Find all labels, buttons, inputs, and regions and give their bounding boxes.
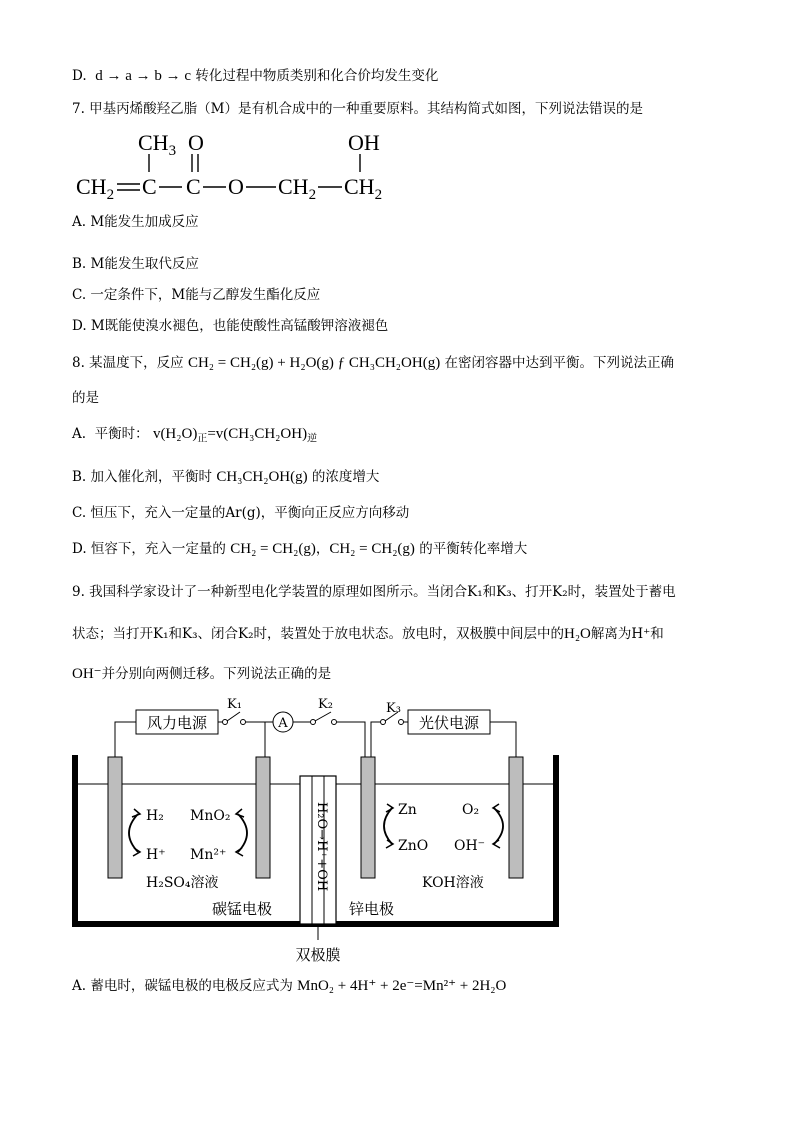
zn-label: Zn <box>398 802 417 818</box>
q8-stem-line2: 的是 <box>72 390 99 406</box>
q8-option-c: C. 恒压下，充入一定量的Ar(g)，平衡向正反应方向移动 <box>72 505 410 521</box>
k2-switch-blade[interactable] <box>315 712 331 721</box>
water-formula: H₂O <box>564 626 591 642</box>
wire-pv-oxygen <box>490 722 516 757</box>
q8-stem <box>72 353 674 373</box>
carbon-2: C <box>186 174 201 199</box>
q8-stem-suffix: 在密闭容器中达到平衡。下列说法正确 <box>444 355 674 371</box>
pv-power-label: 光伏电源 <box>418 714 480 732</box>
option-prefix: B. 加入催化剂，平衡时 <box>72 469 213 485</box>
ch2-middle: $CH_2$ <box>278 174 317 203</box>
ch3-group: $CH_3$ <box>138 130 177 159</box>
q9-line2-suffix: 解离为H⁺和 <box>590 626 664 642</box>
option-prefix: D. 恒容下，充入一定量的 <box>72 541 226 557</box>
option-letter: A. <box>72 426 87 442</box>
k3-label: K₃ <box>386 701 401 716</box>
k1-contact-b <box>241 720 246 725</box>
wire-wind-left <box>115 722 136 757</box>
zn-arrow-head <box>386 804 393 812</box>
hydrogen-electrode <box>108 757 122 878</box>
q7-stem: 7. 甲基丙烯酸羟乙脂（M）是有机合成中的一种重要原料。其结构简式如图，下列说法错误的是 <box>72 101 643 117</box>
hydroxide-formula: OH⁻ <box>72 666 102 682</box>
h2-label: H₂ <box>146 808 164 824</box>
option-text: 转化过程中物质类别和化合价均发生变化 <box>195 68 439 84</box>
forward-subscript: 正 <box>197 433 208 445</box>
k3-contact-b <box>399 720 404 725</box>
ammeter-label: A <box>278 716 288 731</box>
option-suffix: 的平衡转化率增大 <box>419 541 528 557</box>
o2-label: O₂ <box>462 802 480 818</box>
ohminus-arrow-head <box>493 840 500 848</box>
mno2-mn2-arrow <box>238 814 247 852</box>
k1-switch-blade[interactable] <box>227 712 240 721</box>
carbon-manganese-electrode-label: 碳锰电极 <box>212 900 273 918</box>
q7-option-a: A. M能发生加成反应 <box>72 214 199 230</box>
k2-contact-a <box>311 720 316 725</box>
wire-k1-carbon <box>246 722 265 757</box>
mn2-label: Mn²⁺ <box>190 847 227 863</box>
wire-k2-zinc <box>337 722 365 757</box>
reaction-equation: CH₂ = CH₂(g) + H₂O(g) ƒ CH₃CH₂OH(g) <box>187 355 441 371</box>
option-letter: D. <box>72 68 87 84</box>
zinc-electrode <box>361 757 375 878</box>
hydroxyl-group: OH <box>348 130 380 155</box>
q7-option-c: C. 一定条件下，M能与乙醇发生酯化反应 <box>72 287 321 303</box>
carbon-1: C <box>142 174 157 199</box>
ethanol-formula: CH₃CH₂OH(g) <box>216 469 308 485</box>
q9-stem-line2 <box>72 624 664 644</box>
rate-ethanol: =v(CH₃CH₂OH) <box>207 426 308 442</box>
structural-formula <box>72 126 412 206</box>
ethylene-formula-2: CH₂ = CH₂(g) <box>329 541 415 557</box>
q8-option-b <box>72 467 379 487</box>
k3-contact-a <box>381 720 386 725</box>
h2-arrow-head <box>132 809 140 817</box>
option-text: 平衡时： <box>94 426 149 442</box>
hplus-label: H⁺ <box>146 847 166 863</box>
q8-option-a <box>72 424 317 450</box>
h2-hplus-arrow <box>129 814 138 852</box>
q9-stem-line1: 9. 我国科学家设计了一种新型电化学装置的原理如图所示。当闭合K₁和K₃、打开K₂时，装置处于蓄电 <box>72 584 676 600</box>
o2-arrow-head <box>493 804 500 812</box>
ch2-terminal: $CH_2$ <box>76 174 115 203</box>
mno2-label: MnO₂ <box>190 808 231 824</box>
q9-line2-text: 状态；当打开K₁和K₃、闭合K₂时，装置处于放电状态。放电时，双极膜中间层中的 <box>72 626 564 642</box>
q7-option-b: B. M能发生取代反应 <box>72 256 199 272</box>
mn2-arrow-head <box>236 848 243 856</box>
q8-option-d <box>72 539 527 559</box>
carbonyl-oxygen: O <box>188 130 204 155</box>
rate-h2o: v(H₂O) <box>152 426 198 442</box>
koh-solution-label: KOH溶液 <box>422 875 484 891</box>
zno-arrow-head <box>386 840 393 848</box>
zinc-electrode-label: 锌电极 <box>349 900 395 918</box>
mno2-arrow-head <box>236 809 244 817</box>
q7-option-d: D. M既能使溴水褪色，也能使酸性高锰酸钾溶液褪色 <box>72 318 389 334</box>
k2-contact-b <box>332 720 337 725</box>
ethylene-formula-1: CH₂ = CH₂(g) <box>230 541 316 557</box>
conversion-sequence: d → a → b → c <box>95 68 192 84</box>
hplus-arrow-head <box>133 848 140 856</box>
h2so4-solution-label: H₂SO₄溶液 <box>146 875 219 891</box>
q6-option-d <box>72 66 438 86</box>
k1-contact-a <box>223 720 228 725</box>
bipolar-membrane-label: 双极膜 <box>295 946 341 964</box>
electrode-reaction: MnO₂ + 4H⁺ + 2e⁻=Mn²⁺ + 2H₂O <box>297 978 507 994</box>
reverse-subscript: 逆 <box>307 433 318 445</box>
separator: ， <box>315 541 330 557</box>
zn-zno-arrow <box>384 808 392 844</box>
ch2-right: $CH_2$ <box>344 174 383 203</box>
ester-oxygen: O <box>228 174 244 199</box>
option-prefix: A. 蓄电时，碳锰电极的电极反应式为 <box>72 978 293 994</box>
membrane-reaction-label: H₂O→H⁺+OH⁻ <box>314 801 329 899</box>
q9-option-a <box>72 976 506 996</box>
q9-stem-line3 <box>72 664 331 684</box>
oxygen-electrode <box>509 757 523 878</box>
q9-line3-text: 并分别向两侧迁移。下列说法正确的是 <box>101 666 332 682</box>
electrochemical-apparatus <box>66 688 566 973</box>
carbon-manganese-electrode <box>256 757 270 878</box>
o2-ohminus-arrow <box>494 808 503 844</box>
zno-label: ZnO <box>398 838 429 854</box>
k1-label: K₁ <box>227 697 242 712</box>
ohminus-label: OH⁻ <box>454 838 486 854</box>
option-suffix: 的浓度增大 <box>311 469 380 485</box>
q8-stem-prefix: 8. 某温度下，反应 <box>72 355 184 371</box>
wind-power-label: 风力电源 <box>146 714 208 732</box>
wire-zinc-k3 <box>371 722 380 757</box>
k2-label: K₂ <box>318 697 333 712</box>
